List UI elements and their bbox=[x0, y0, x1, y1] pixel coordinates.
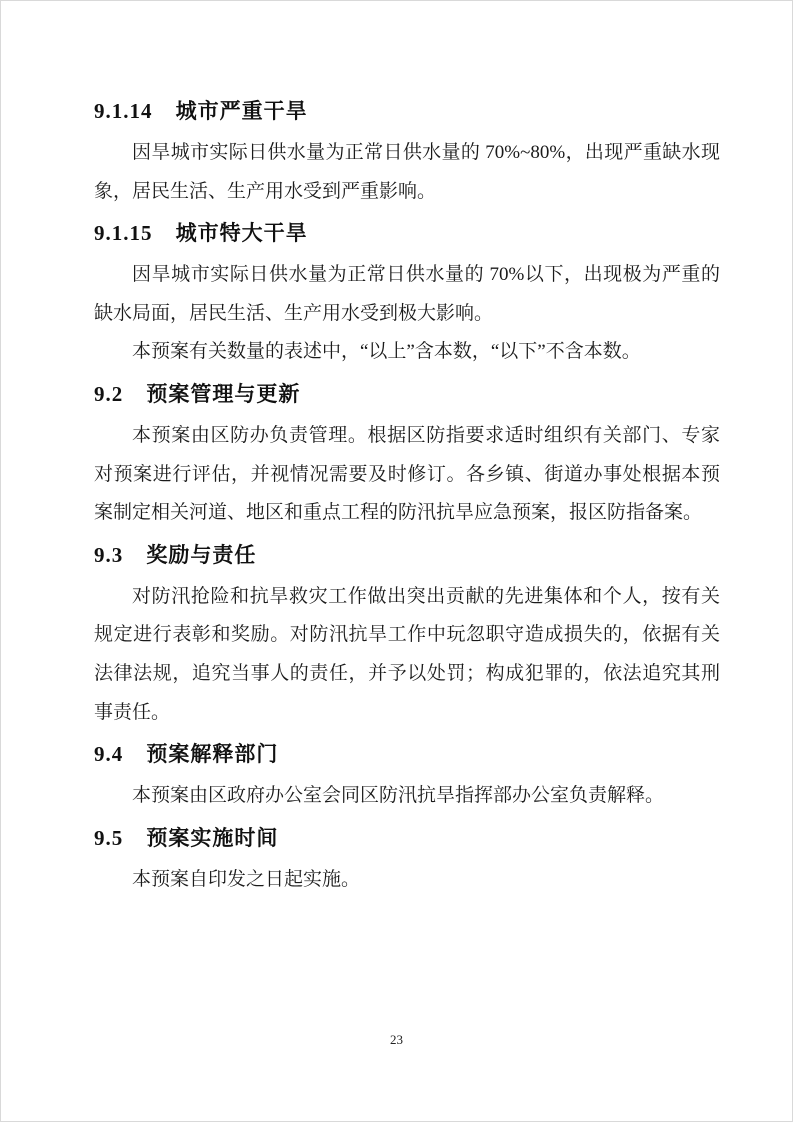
document-content bbox=[1, 1, 792, 899]
section-title: 城市严重干旱 bbox=[175, 100, 308, 123]
section-9-1-15 bbox=[94, 219, 720, 372]
section-title: 预案实施时间 bbox=[146, 826, 279, 850]
section-number: 9.2 bbox=[94, 381, 124, 406]
page-footer bbox=[1, 1031, 792, 1049]
section-9-3 bbox=[94, 541, 720, 732]
section-9-1-14 bbox=[94, 97, 720, 211]
paragraph: 因旱城市实际日供水量为正常日供水量的 70%~80%，出现严重缺水现象，居民生活、生产用水受到严重影响。 bbox=[94, 142, 720, 202]
section-heading bbox=[94, 97, 720, 126]
section-heading bbox=[94, 380, 720, 409]
section-number: 9.3 bbox=[94, 542, 124, 567]
section-title: 预案管理与更新 bbox=[146, 382, 301, 406]
paragraph: 因旱城市实际日供水量为正常日供水量的 70%以下，出现极为严重的缺水局面，居民生活、生产用水受到极大影响。 bbox=[94, 264, 720, 324]
paragraph: 本预案由区防办负责管理。根据区防指要求适时组织有关部门、专家对预案进行评估，并视情况需要及时修订。各乡镇、街道办事处根据本预案制定相关河道、地区和重点工程的防汛抗旱应急预案，报区防指备案。 bbox=[94, 424, 720, 524]
section-title: 预案解释部门 bbox=[146, 743, 279, 767]
section-number: 9.1.14 bbox=[94, 99, 153, 123]
section-number: 9.1.15 bbox=[94, 221, 153, 246]
section-heading bbox=[94, 740, 720, 769]
section-9-4 bbox=[94, 740, 720, 816]
paragraph: 对防汛抢险和抗旱救灾工作做出突出贡献的先进集体和个人，按有关规定进行表彰和奖励。对防汛抗旱工作中玩忽职守造成损失的，依据有关法律法规，追究当事人的责任，并予以处罚；构成犯罪的，依法追究其刑事责任。 bbox=[94, 585, 720, 723]
section-title: 奖励与责任 bbox=[146, 543, 257, 567]
section-title: 城市特大干旱 bbox=[175, 222, 308, 246]
section-9-2 bbox=[94, 380, 720, 533]
section-heading bbox=[94, 824, 720, 853]
section-number: 9.4 bbox=[94, 742, 124, 767]
page-number: 23 bbox=[390, 1032, 403, 1047]
section-9-5 bbox=[94, 824, 720, 900]
paragraph: 本预案有关数量的表述中，“以上”含本数，“以下”不含本数。 bbox=[132, 341, 641, 363]
section-heading bbox=[94, 219, 720, 248]
section-heading bbox=[94, 541, 720, 570]
paragraph: 本预案自印发之日起实施。 bbox=[132, 868, 361, 890]
paragraph: 本预案由区政府办公室会同区防汛抗旱指挥部办公室负责解释。 bbox=[132, 785, 665, 807]
section-number: 9.5 bbox=[94, 825, 124, 850]
